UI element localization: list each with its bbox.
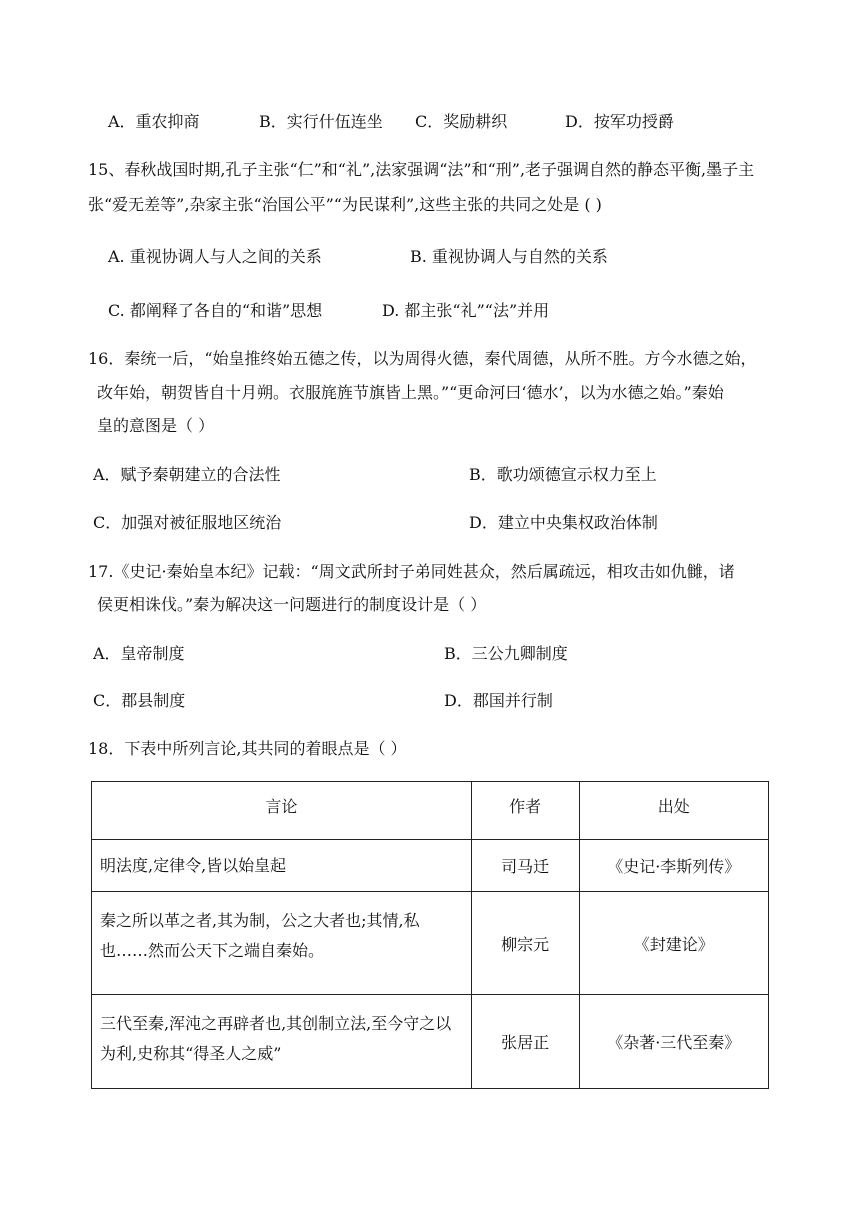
q14-option-c: C．奖励耕织 (415, 112, 508, 131)
q16-stem-line-1: 16．秦统一后，“始皇推终始五德之传，以为周得火德，秦代周德，从所不胜。方今水德之始， (88, 349, 757, 368)
table-header-row (92, 782, 769, 840)
q14-option-b: B．实行什伍连坐 (259, 112, 383, 131)
q17-stem-line-1: 17.《史记·秦始皇本纪》记载：“周文武所封子弟同姓甚众，然后属疏远，相攻击如仇雠，诸 (88, 562, 735, 581)
table-header-author: 作者 (471, 782, 579, 840)
q17-stem-line-2: 侯更相诛伐。”秦为解决这一问题进行的制度设计是（ ） (97, 595, 487, 614)
table-cell-quote: 秦之所以革之者,其为制，公之大者也;其情,私也……然而公天下之端自秦始。 (92, 892, 472, 995)
table-cell-author: 柳宗元 (471, 892, 579, 995)
q15-option-a: A. 重视协调人与人之间的关系 (108, 247, 322, 266)
q15-stem-line-1: 15、春秋战国时期,孔子主张“仁”和“礼”,法家强调“法”和“刑”,老子强调自然的静态平衡,墨子主 (88, 160, 755, 179)
q17-option-c: C．郡县制度 (93, 691, 186, 710)
q17-option-a: A．皇帝制度 (93, 644, 185, 663)
q16-option-a: A．赋予秦朝建立的合法性 (93, 465, 281, 484)
q16-option-d: D．建立中央集权政治体制 (469, 513, 658, 532)
q18-stem: 18．下表中所列言论,其共同的着眼点是（ ） (88, 739, 407, 758)
table-cell-quote: 三代至秦,浑沌之再辟者也,其创制立法,至今守之以为利,史称其“得圣人之威” (92, 995, 472, 1089)
q17-option-d: D．郡国并行制 (444, 691, 553, 710)
table-cell-quote: 明法度,定律令,皆以始皇起 (92, 840, 472, 892)
table-header-quote: 言论 (92, 782, 472, 840)
table-row (92, 995, 769, 1089)
q14-option-d: D．按军功授爵 (565, 112, 674, 131)
table-header-source: 出处 (579, 782, 768, 840)
table-row (92, 840, 769, 892)
table-row (92, 892, 769, 995)
table-cell-author: 司马迁 (471, 840, 579, 892)
q15-stem-line-2: 张“爱无差等”,杂家主张“治国公平”“为民谋利”,这些主张的共同之处是 ( ) (88, 195, 602, 214)
table-cell-source: 《封建论》 (579, 892, 768, 995)
q16-option-c: C．加强对被征服地区统治 (93, 513, 282, 532)
q18-table (91, 781, 769, 1089)
table-cell-source: 《史记·李斯列传》 (579, 840, 768, 892)
table-cell-author: 张居正 (471, 995, 579, 1089)
table-cell-source: 《杂著·三代至秦》 (579, 995, 768, 1089)
q15-option-c: C. 都阐释了各自的“和谐”思想 (108, 301, 323, 320)
q17-option-b: B．三公九卿制度 (444, 644, 568, 663)
q16-stem-line-3: 皇的意图是（ ） (97, 416, 215, 435)
q16-stem-line-2: 改年始，朝贺皆自十月朔。衣服旄旌节旗皆上黑。”“更命河曰‘德水’，以为水德之始。”秦始 (97, 383, 724, 402)
q15-option-d: D. 都主张“礼”“法”并用 (382, 301, 550, 320)
q14-option-a: A．重农抑商 (108, 112, 200, 131)
q16-option-b: B．歌功颂德宣示权力至上 (469, 465, 657, 484)
q15-option-b: B. 重视协调人与自然的关系 (410, 247, 608, 266)
